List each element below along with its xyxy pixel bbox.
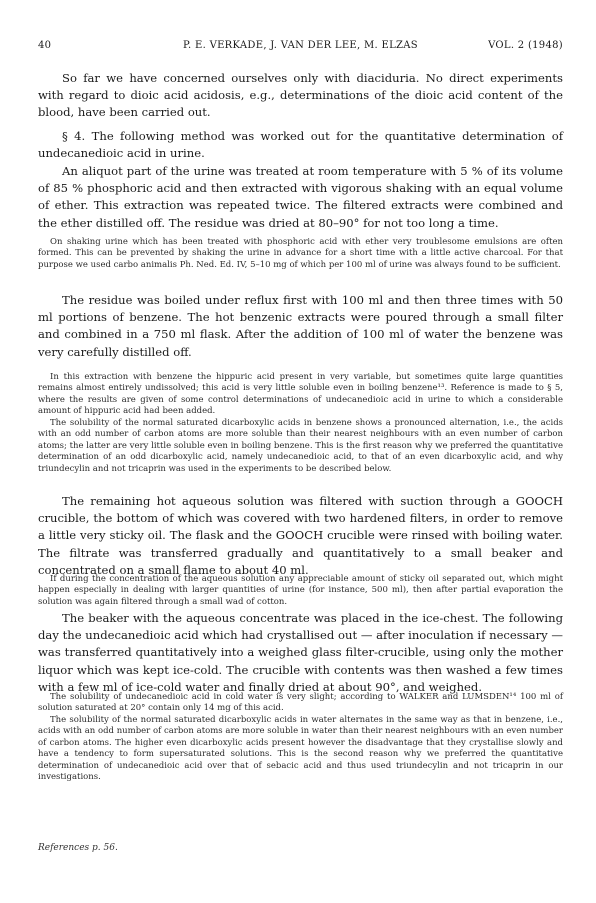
- volume-info: VOL. 2 (1948): [488, 40, 563, 51]
- references-note: References p. 56.: [38, 843, 118, 853]
- note-benzene-solubility: The solubility of the normal saturated dicarboxylic acids in benzene shows a pronounced alternation, i.e., the acids with an odd number of carbon atoms are more soluble than their nearest neighbours with an even number of carbon atoms; the latter are very little soluble even in boiling benzene. This is the first reason why we preferred the quantitative determination of an odd dicarboxylic acid, namely undecanedioic acid, to that of an even dicarboxylic acid, and why triundecylin and not tricaprin was used in the experiments to be described below.: [38, 418, 563, 474]
- paragraph-gooch-filtration: The remaining hot aqueous solution was filtered with suction through a GOOCH crucible, the bottom of which was covered with two hardened filters, in order to remove a little very sticky oil. The flask and the GOOCH crucible were rinsed with boiling water. The filtrate was transferred gradually and quantitatively to a small beaker and concentrated on a small flame to about 40 ml.: [38, 494, 563, 577]
- paragraph-diaciduria: So far we have concerned ourselves only with diaciduria. No direct experiments with regard to dioic acid acidosis, e.g., determinations of the dioic acid content of the blood, have been carried out.: [38, 71, 563, 120]
- note-water-solubility: The solubility of undecanedioic acid in cold water is very slight; according to WALKER and LUMSDEN¹⁴ 100 ml of solution saturated at 20° contain only 14 mg of this acid.: [38, 692, 563, 714]
- note-sticky-oil: If during the concentration of the aqueous solution any appreciable amount of sticky oil separated out, which might happen especially in dealing with larger quantities of urine (for instance, 500 ml), then after partial evaporation the solution was again filtered through a small wad of cotton.: [38, 574, 563, 607]
- paragraph-aliquot: An aliquot part of the urine was treated at room temperature with 5 % of its volume of 85 % phosphoric acid and then extracted with vigorous shaking with an equal volume of ether. This extraction was repeated twice. The filtered extracts were combined and the ether distilled off. The residue was dried at 80–90° for not too long a time.: [38, 164, 563, 230]
- note-emulsions: On shaking urine which has been treated with phosphoric acid with ether very troublesome emulsions are often formed. This can be prevented by shaking the urine in advance for a short time with a little active charcoal. For that purpose we used carbo animalis Ph. Ned. Ed. IV, 5–10 mg of which per 100 ml of urine was always found to be sufficient.: [38, 237, 563, 270]
- paragraph-benzene-reflux: The residue was boiled under reflux first with 100 ml and then three times with 50 ml portions of benzene. The hot benzenic extracts were poured through a small filter and combined in a 750 ml flask. After the addition of 100 ml of water the benzene was very carefully distilled off.: [38, 293, 563, 359]
- paragraph-section-4: § 4. The following method was worked out for the quantitative determination of undecanedioic acid in urine.: [38, 129, 563, 161]
- running-header: [38, 40, 563, 54]
- running-authors: P. E. VERKADE, J. VAN DER LEE, M. ELZAS: [183, 40, 418, 51]
- paragraph-crystallisation: The beaker with the aqueous concentrate was placed in the ice-chest. The following day the undecanedioic acid which had crystallised out — after inoculation if necessary — was transferred quantitatively into a weighed glass filter-crucible, using only the mother liquor which was kept ice-cold. The crucible with contents was then washed a few times with a few ml of ice-cold water and finally dried at about 90°, and weighed.: [38, 611, 563, 694]
- note-hippuric-acid: In this extraction with benzene the hippuric acid present in very variable, but sometimes quite large quantities remains almost entirely undissolved; this acid is very little soluble even in boiling benzene¹³. Reference is made to § 5, where the results are given of some control determinations of undecanedioic acid in urine to which a considerable amount of hippuric acid had been added.: [38, 372, 563, 417]
- page-number: 40: [38, 40, 52, 51]
- note-alternation: The solubility of the normal saturated dicarboxylic acids in water alternates in the same way as that in benzene, i.e., acids with an odd number of carbon atoms are more soluble in water than their nearest neighbours with an even number of carbon atoms. The higher even dicarboxylic acids present however the disadvantage that they crystallise slowly and have a tendency to form supersaturated solutions. This is the second reason why we preferred the quantitative determination of undecanedioic acid over that of sebacic acid and thus used triundecylin and not tricaprin in our investigations.: [38, 715, 563, 783]
